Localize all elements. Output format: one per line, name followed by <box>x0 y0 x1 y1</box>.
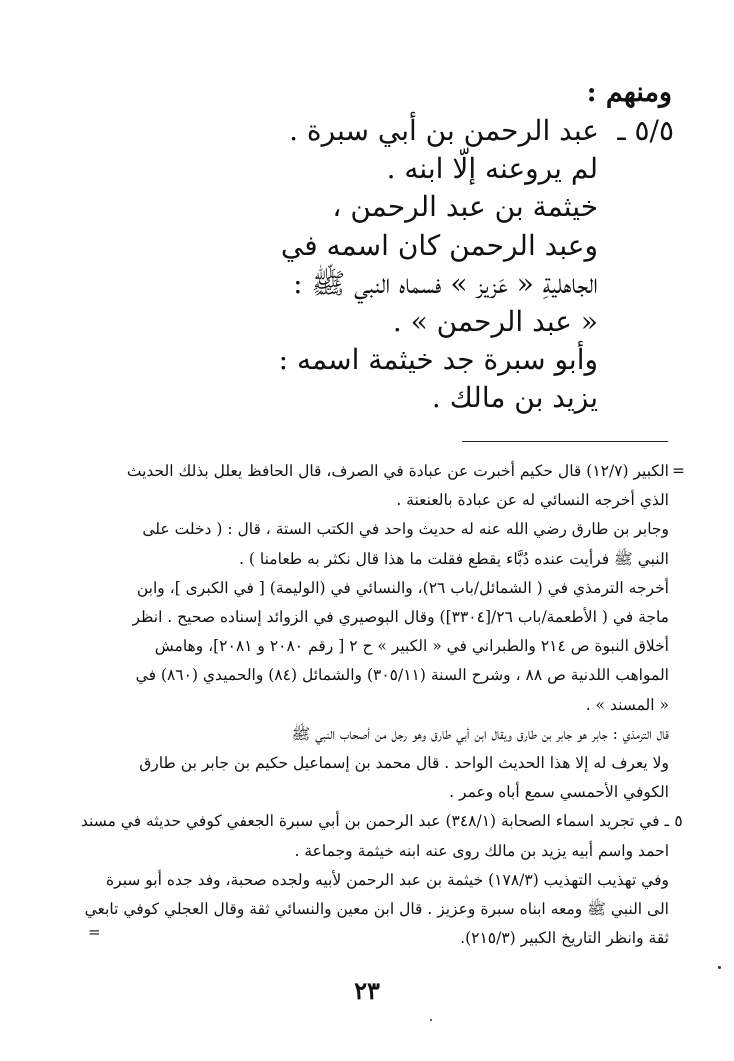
entry-line: يزيد بن مالك . <box>431 381 598 415</box>
scan-speck <box>430 1019 432 1021</box>
footnote-line: ـ في تجريد اسماء الصحابة (٣٤٨/١) عبد الرحمن بن أبي سبرة الجعفي كوفي حديثه في مسند <box>80 812 669 831</box>
footnote-continued <box>90 457 688 807</box>
footnotes <box>80 457 688 953</box>
footnote-line: وفي تهذيب التهذيب (١٧٨/٣) خيثمة بن عبد الرحمن لأبيه ولجده صحبة، وفد جده أبو سبرة <box>106 870 669 889</box>
footnote-line: الكوفي الأحمسي سمع أباه وعمر . <box>449 783 669 802</box>
section-heading: ومنهم : <box>586 77 672 108</box>
entry-line: « عبد الرحمن » . <box>392 305 598 339</box>
continuation-mark: = <box>88 923 101 941</box>
entry-line: الجاهليةِ « عَزيز » فسماه النبي ﷺ : <box>293 266 598 300</box>
footnote-line: احمد واسم أبيه يزيد بن مالك روى عنه ابنه خيثمة وجماعة . <box>294 841 669 860</box>
entry-number: ٥/٥ ـ <box>617 114 674 147</box>
entry-line: خيثمة بن عبد الرحمن ، <box>332 190 598 224</box>
page-number: ٢٣ <box>354 976 380 1005</box>
footnote-line: المواهب اللدنية ص ٨٨ ، وشرح السنة (٣٠٥/١١) والشمائل (٨٤) والحميدي (٨٦٠) في <box>135 666 669 685</box>
footnote-line: « المسند » . <box>585 695 669 714</box>
footnote-body <box>90 457 669 807</box>
footnote-line: قال الترمذي : جابر هو جابر بن طارق ويقال ابن أبي طارق وهو رجل من أصحاب النبي ﷺ <box>291 724 669 743</box>
scan-speck <box>718 966 721 969</box>
entry-line: وعبد الرحمن كان اسمه في <box>280 228 598 262</box>
footnote-line: ماجة في ( الأطعمة/باب ٢٦/[٣٣٠٤]) وقال البوصيري في الزوائد إسناده صحيح . انظر <box>132 608 669 627</box>
footnote-line: وجابر بن طارق رضي الله عنه له حديث واحد في الكتب الستة ، قال : ( دخلت على <box>142 520 669 539</box>
footnote-line: ثقة وانظر التاريخ الكبير (٢١٥/٣). <box>460 929 669 948</box>
footnote-line: أخرجه الترمذي في ( الشمائل/باب ٢٦)، والنسائي في (الوليمة) [ في الكبرى ]، وابن <box>136 578 669 597</box>
footnote-line: الذي أخرجه النسائي له عن عبادة بالعنعنة . <box>396 491 669 510</box>
entry-line: عبد الرحمن بن أبي سبرة . <box>289 114 599 147</box>
footnote-marker: ٥ <box>674 812 683 831</box>
footnote-line: الكبير (١٢/٧) قال حكيم أخبرت عن عبادة في الصرف، قال الحافظ يعلل بذلك الحديث <box>126 462 669 480</box>
entry-line: وأبو سبرة جد خيثمة اسمه : <box>278 343 598 377</box>
entry-first-line <box>74 112 674 150</box>
entry-line: لم يروعنه إلّا ابنه . <box>386 152 598 186</box>
footnote-marker: = <box>672 462 685 480</box>
footnote-separator <box>462 441 668 442</box>
footnote-line: النبي ﷺ فرأيت عنده دُبَّاء يقطع فقلت ما هذا قال نكثر به طعامنا ) . <box>239 549 669 568</box>
footnote-line: أخلاق النبوة ص ٢١٤ والطبراني في « الكبير » ح ٢ [ رقم ٢٠٨٠ و ٢٠٨١]، وهامش <box>154 637 669 656</box>
footnote-5 <box>80 807 688 953</box>
main-text <box>74 74 674 418</box>
footnote-line: الى النبي ﷺ ومعه ابناه سبرة وعزيز . قال ابن معين والنسائي ثقة وقال العجلي كوفي تابعي <box>84 900 669 919</box>
footnote-body <box>81 807 669 953</box>
footnote-line: ولا يعرف له إلا هذا الحديث الواحد . قال محمد بن إسماعيل حكيم بن جابر بن طارق <box>139 754 669 773</box>
